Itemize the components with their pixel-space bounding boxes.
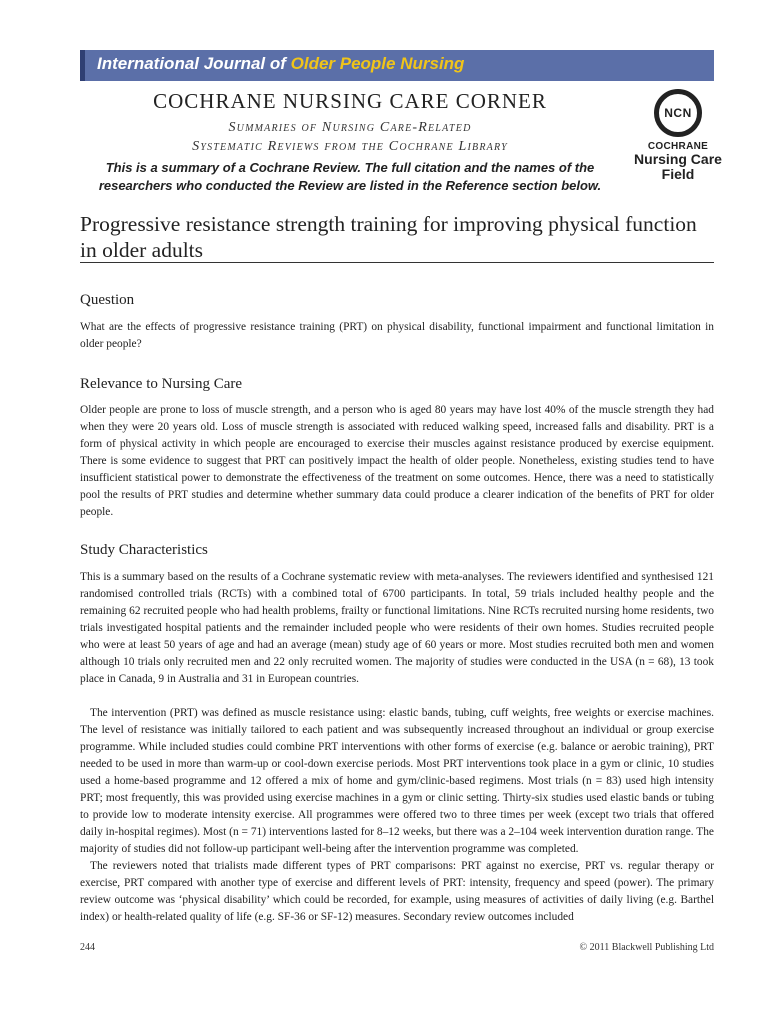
relevance-text: Older people are prone to loss of muscle strength, and a person who is aged 80 years may have lost 40% of the muscle strength they had when they were 20 years old. Loss of muscle strength is associated with reduced walking speed, increased falls and disability. PRT is a form of physical activity in which people are encouraged to exercise their muscles against resistance produced by exercise equipment. There is some evidence to suggest that PRT can positively impact the health of older people. Nonetheless, existing studies tend to have insufficient statistical power to demonstrate the effectiveness of the treatment on some outcomes. Hence, there was a need to statistically pool the results of PRT studies and determine whether summary data could produce a clearer indication of the benefits of PRT for older people. (80, 404, 714, 518)
logo-line-2: Nursing Care (634, 151, 722, 167)
cochrane-ncn-logo (628, 89, 728, 182)
copyright-notice: © 2011 Blackwell Publishing Ltd (579, 942, 714, 953)
banner-accent-strip (80, 50, 85, 81)
study-paragraph-2: The intervention (PRT) was defined as muscle resistance using: elastic bands, tubing, cuff weights, free weights or exercise machines. The level of resistance was initially tailored to each patient and was subsequently increased throughout an individual or group exercise programme. While included studies could combine PRT interventions with other forms of exercise (e.g. balance or aerobic training), PRT needed to be used in more than warm-up or cool-down exercise periods. Most PRT interventions took place in a gym or clinic, 10 studies used a home-based programme and 12 offered a mix of home and gym/clinic-based regimens. Most trials (n = 83) used high intensity PRT; most frequently, this was provided using exercise machines in a gym or clinic setting. Thirty-six studies used elastic bands or tubing to provide low to moderate intensity exercise. All programmes were offered two to three times per week (except two trials that offered daily in-hospital regimes). Most (n = 71) interventions lasted for 8–12 weeks, but there was a 2–104 week intervention duration range. The majority of studies did not follow-up participant well-being after the intervention programme was completed. (80, 707, 714, 855)
review-intro-note: This is a summary of a Cochrane Review. The full citation and the names of the researchers who conducted the Review are listed in the Reference section below. (98, 160, 602, 193)
article-title: Progressive resistance strength training for improving physical function in older adults (80, 212, 697, 262)
title-divider (80, 262, 714, 263)
study-paragraph-3: The reviewers noted that trialists made different types of PRT comparisons: PRT against no exercise, PRT vs. regular therapy or exercise, PRT compared with another type of exercise and different levels of PRT: intensity, frequency and speed (power). The primary review outcome was ‘physical disability’ which could be recorded, for example, using measures of activities of daily living (e.g. Barthel index) or health-related quality of life (e.g. SF-36 or SF-12) measures. Secondary review outcomes included (80, 860, 714, 923)
question-text: What are the effects of progressive resistance training (PRT) on physical disability, functional impairment and functional limitation in older people? (80, 321, 714, 350)
section-heading-question: Question (80, 292, 135, 308)
ncn-ring-icon (654, 89, 702, 137)
section-heading-study: Study Characteristics (80, 542, 208, 558)
subtitle-line-2: Systematic Reviews from the Cochrane Library (192, 139, 508, 154)
journal-title-accent: Older People Nursing (290, 54, 465, 73)
journal-title (97, 54, 464, 74)
page-number: 244 (80, 942, 95, 953)
logo-line-1: COCHRANE (647, 141, 709, 152)
journal-banner (80, 50, 714, 81)
subtitle-line-1: Summaries of Nursing Care-Related (228, 120, 472, 135)
section-heading-relevance: Relevance to Nursing Care (80, 376, 243, 392)
logo-line-3: Field (661, 166, 695, 182)
journal-title-prefix: International Journal of (97, 54, 291, 73)
study-paragraph-1: This is a summary based on the results of a Cochrane systematic review with meta-analyses. The reviewers identified and synthesised 121 randomised controlled trials (RCTs) with a combined total of 6700 participants. In total, 59 trials included healthy people and the remaining 62 recruited people who had health problems, frailty or functional limitations. Nine RCTs recruited nursing home residents, two trials investigated hospital patients and the remainder included people who were residents of their own homes. Studies recruited people who were at least 50 years of age and had an average (mean) study age of 60 years or more. Most studies recruited both men and women although 10 trials only recruited men and 22 only recruited women. The majority of studies were conducted in the USA (n = 68), 13 took place in Canada, 9 in Australia and 31 in European countries. (80, 571, 714, 685)
corner-title: COCHRANE NURSING CARE CORNER (153, 89, 547, 113)
logo-mark: NCN (664, 106, 692, 120)
